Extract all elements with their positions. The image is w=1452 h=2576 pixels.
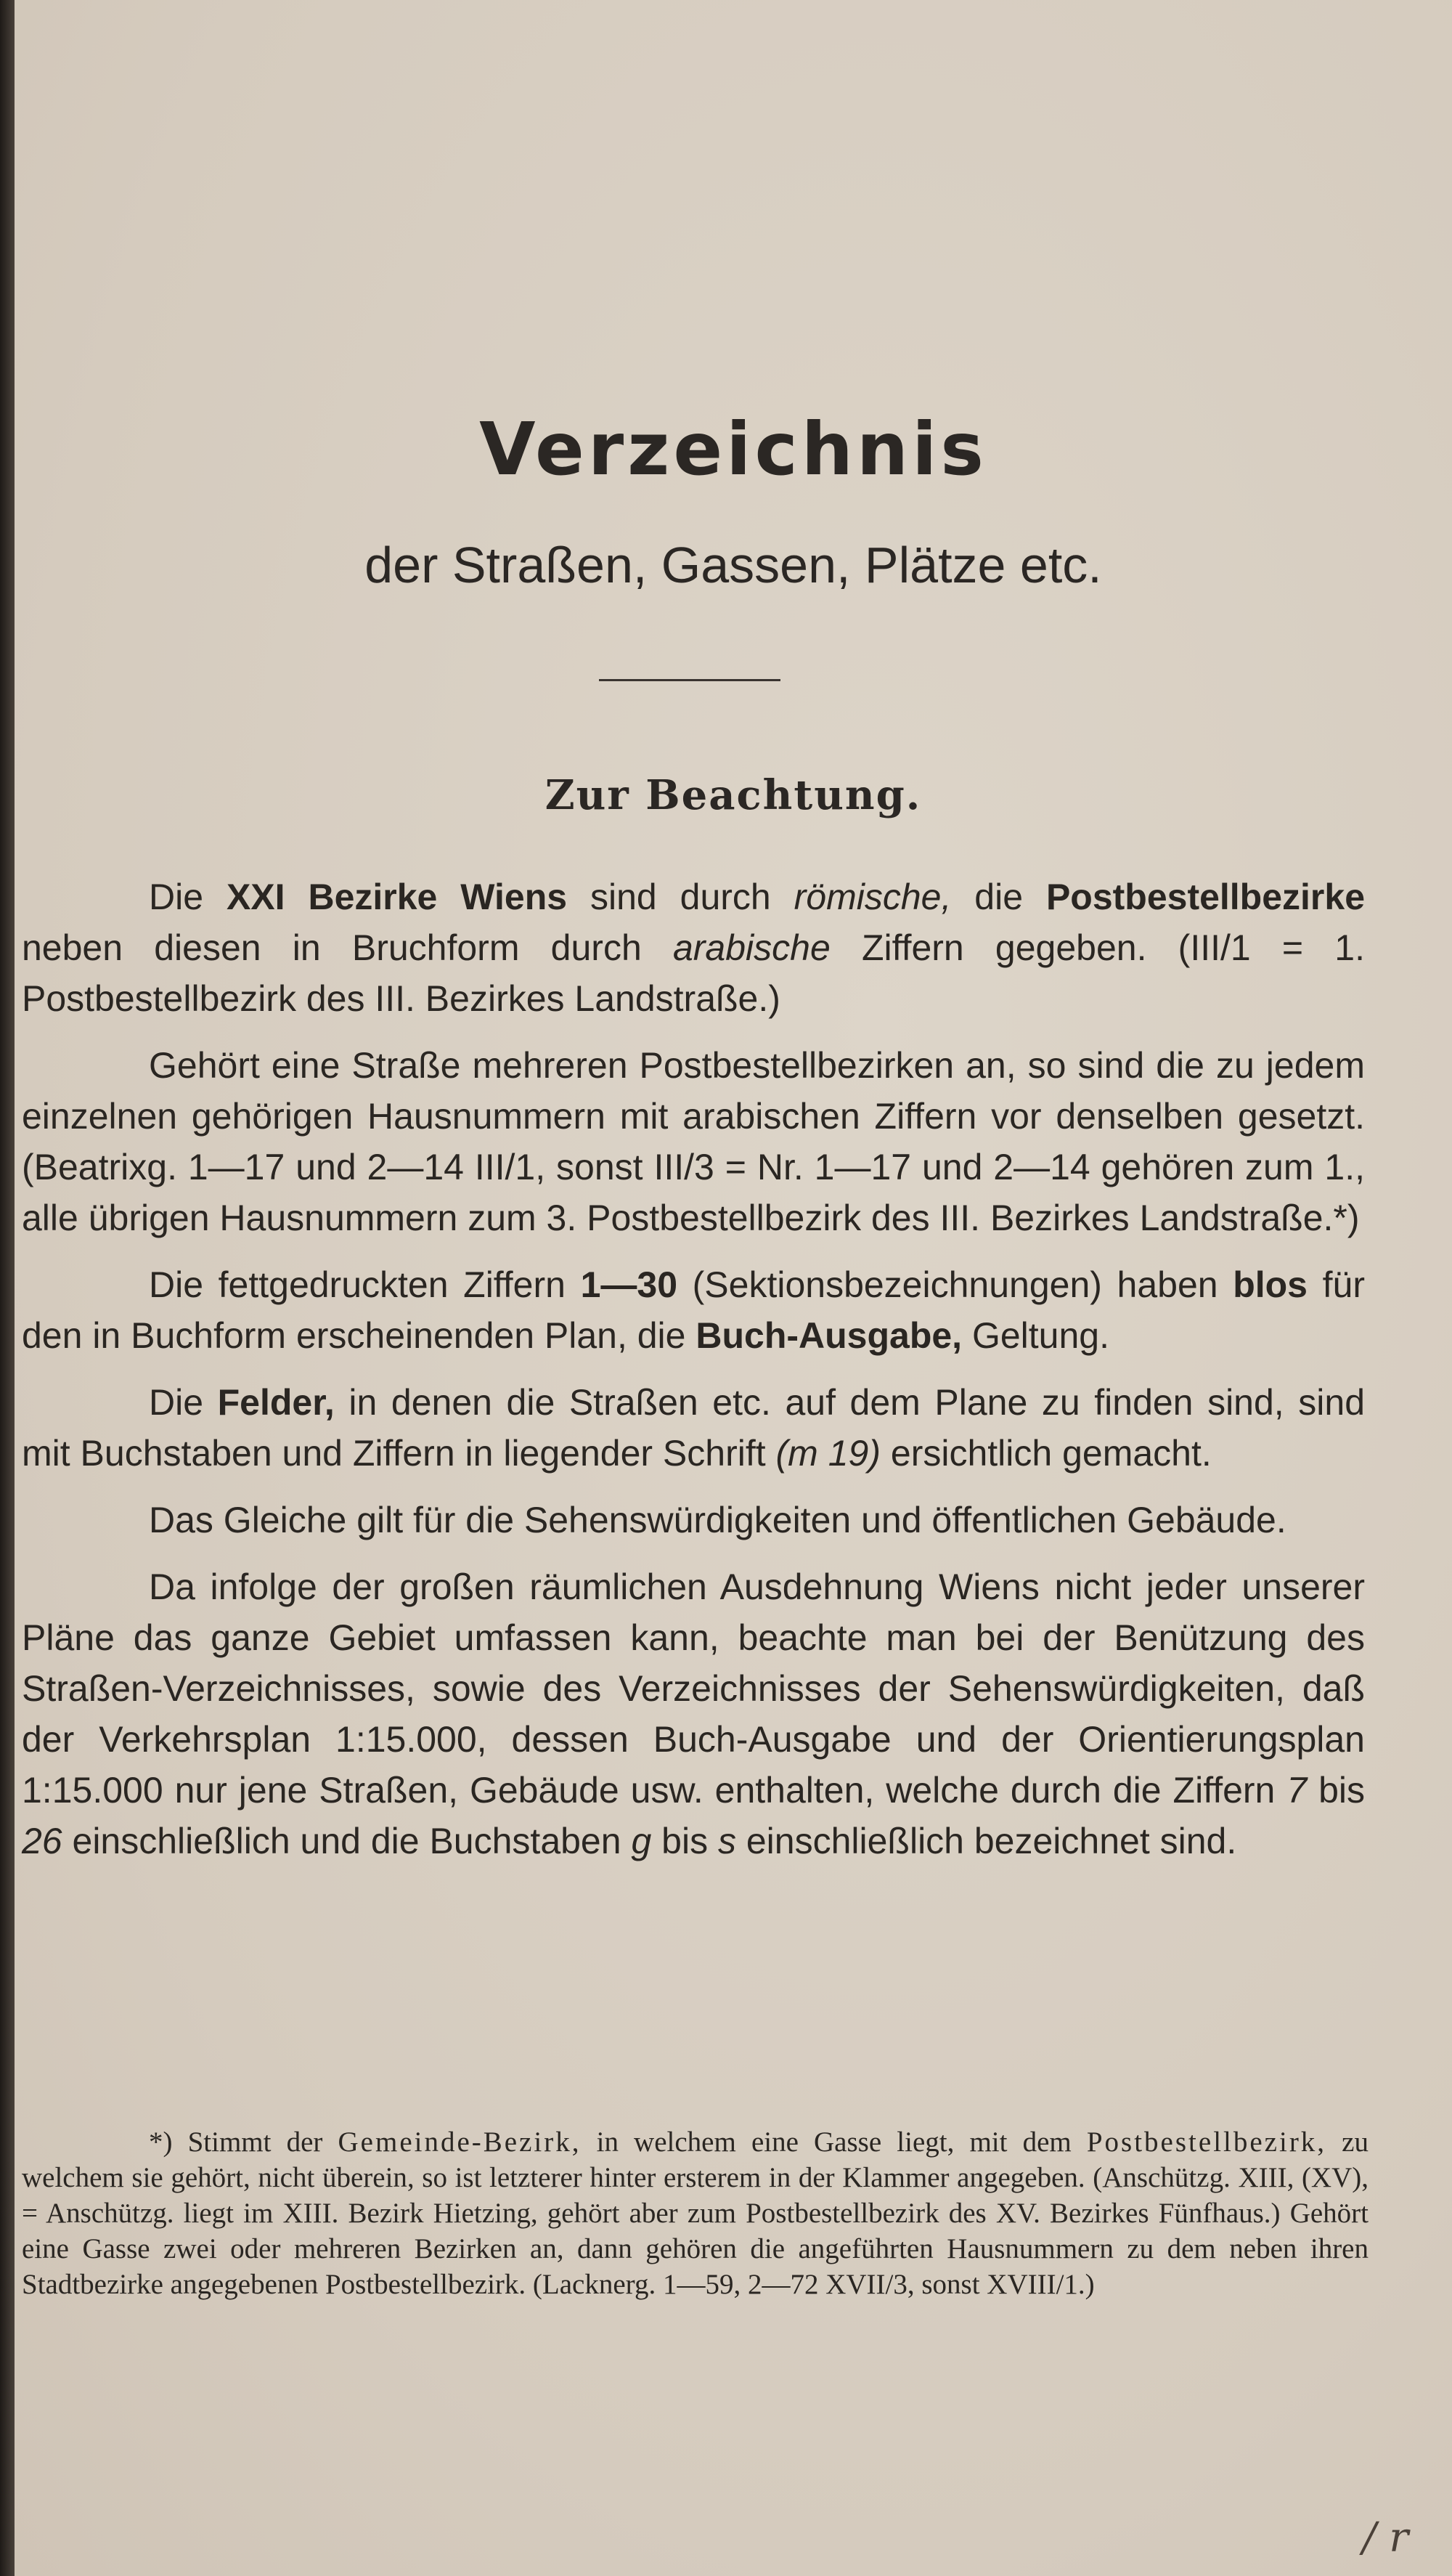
text-run: Gehört eine Straße mehreren Postbestellbezirken an, so sind die zu jedem einzelnen gehörigen Hausnummern mit arabischen Ziffern vor denselben gesetzt. (Beatrixg. 1—17 und 2—14 III/1, sonst III/3 = Nr. 1—17 und 2—14 gehören zum 1., alle übrigen Hausnummern zum 3. Postbestellbezirk des III. Bezirkes Landstraße.*) [22,1045,1365,1238]
text-run: in denen die Straßen etc. auf dem Plane zu finden sind, sind mit Buchstaben und Ziffern in liegender Schrift [22,1382,1366,1474]
bold-run: Postbestellbezirke [1045,877,1365,917]
text-run: Die [149,877,227,917]
text-run: ersichtlich gemacht. [881,1433,1212,1474]
paragraph-house-numbers [22,1040,1365,1243]
paragraph-fields [22,1377,1365,1479]
text-run: Die fettgedruckten Ziffern [149,1264,581,1305]
text-run: sind durch [567,877,794,917]
italic-run: 26 [22,1821,62,1861]
text-run: (Sektionsbezeichnungen) haben [677,1264,1233,1305]
text-run: Die [149,1382,218,1423]
italic-run: arabische [672,927,831,968]
spaced-run: Postbestellbezirk, [1086,2126,1327,2158]
text-run: Das Gleiche gilt für die Sehenswürdigkeiten und öffentlichen Gebäude. [149,1500,1286,1540]
text-run: bis [1307,1770,1365,1811]
italic-run: s [717,1821,736,1861]
title-divider [599,679,780,681]
paragraph-districts [22,871,1365,1024]
book-spine-edge [0,0,15,2576]
body-text [22,871,1365,1882]
italic-run: 7 [1286,1770,1308,1811]
text-run: neben diesen in Bruchform durch [22,927,673,968]
bold-run: Buch-Ausgabe, [696,1315,963,1356]
italic-run: (m 19) [775,1433,881,1474]
text-run: die [951,877,1046,917]
bold-run: Felder, [217,1382,335,1423]
italic-run: g [631,1821,652,1861]
text-run: Geltung. [962,1315,1109,1356]
document-page [15,0,1452,2576]
footnote [22,2124,1369,2302]
bold-run: blos [1233,1264,1308,1305]
text-run: in welchem eine Gasse liegt, mit dem [581,2126,1087,2158]
text-run: Da infolge der großen räumlichen Ausdehnung Wiens nicht jeder unserer Pläne das ganze Gebiet umfassen kann, beachte man bei der Benützung des Straßen-Verzeichnisses, sowie des Verzeichnisses der Sehenswürdigkeiten, daß der Verkehrsplan 1:15.000, dessen Buch-Ausgabe und der Orientierungsplan 1:15.000 nur jene Straßen, Gebäude usw. enthalten, welche durch die Ziffern [22,1567,1365,1811]
text-run: einschließlich und die Buchstaben [62,1821,632,1861]
section-heading: Zur Beachtung. [544,771,922,819]
spaced-run: Gemeinde-Bezirk, [338,2126,582,2158]
bold-run: XXI Bezirke Wiens [226,877,568,917]
text-run: *) Stimmt der [149,2126,338,2158]
paragraph-map-coverage [22,1561,1365,1866]
bold-run: 1—30 [580,1264,678,1305]
handwritten-corner-mark: / r [1362,2514,1408,2561]
paragraph-sights [22,1495,1365,1545]
paragraph-section-numbers [22,1259,1365,1361]
page-title: Verzeichnis [479,407,987,492]
page-subtitle: der Straßen, Gassen, Plätze etc. [364,537,1102,593]
text-run: einschließlich bezeichnet sind. [735,1821,1237,1861]
text-run: Ziffern gegeben. (III/1 = 1. Postbestellbezirk des III. Bezirkes Landstraße.) [22,927,1365,1019]
text-run: zu welchem sie gehört, nicht überein, so ist letzterer hinter ersterem in der Klammer angegeben. (Anschützg. XIII, (XV), = Anschützg. liegt im XIII. Bezirk Hietzing, gehört aber zum Postbestellbezirk des XV. Bezirkes Fünfhaus.) Gehört eine Gasse zwei oder mehreren Bezirken an, dann gehören die angeführten Hausnummern zu dem neben ihren Stadtbezirke angegebenen Postbestellbezirk. (Lacknerg. 1—59, 2—72 XVII/3, sonst XVIII/1.) [22,2126,1369,2300]
text-run: bis [651,1821,718,1861]
text-run: für den in Buchform erscheinenden Plan, die [22,1264,1365,1356]
italic-run: römische, [794,877,952,917]
